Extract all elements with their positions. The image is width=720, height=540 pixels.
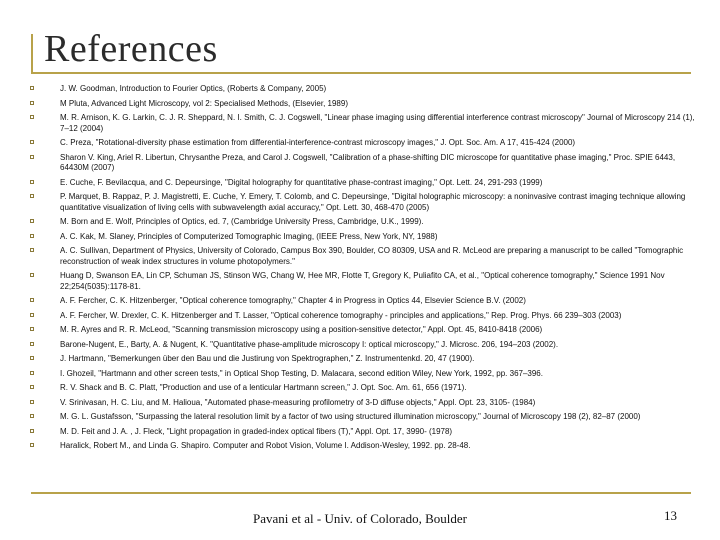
reference-list <box>28 84 696 456</box>
square-bullet-icon <box>30 273 34 277</box>
reference-item <box>28 232 696 243</box>
reference-text: A. F. Fercher, C. K. Hitzenberger, "Optical coherence tomography," Chapter 4 in Progress in Optics 44, Elsevier Science B.V. (2002) <box>60 296 526 305</box>
square-bullet-icon <box>30 219 34 223</box>
square-bullet-icon <box>30 443 34 447</box>
square-bullet-icon <box>30 86 34 90</box>
reference-item <box>28 354 696 365</box>
reference-text: P. Marquet, B. Rappaz, P. J. Magistretti, E. Cuche, Y. Emery, T. Colomb, and C. Depeursinge, "Digital holographic microscopy: a noninvasive contrast imaging technique allowing quantitative visualization of living cells with subwavelength axial accuracy," Opt. Lett. 30, 468-470 (2005) <box>60 192 686 212</box>
reference-text: R. V. Shack and B. C. Platt, "Production and use of a lenticular Hartmann screen," J. Opt. Soc. Am. 61, 656 (1971). <box>60 383 467 392</box>
square-bullet-icon <box>30 155 34 159</box>
reference-item <box>28 113 696 134</box>
reference-item <box>28 340 696 351</box>
reference-item <box>28 441 696 452</box>
square-bullet-icon <box>30 356 34 360</box>
reference-text: M. G. L. Gustafsson, "Surpassing the lateral resolution limit by a factor of two using structured illumination microscopy," Journal of Microscopy 198 (2), 82–87 (2000) <box>60 412 641 421</box>
square-bullet-icon <box>30 140 34 144</box>
reference-text: C. Preza, "Rotational-diversity phase estimation from differential-interference-contrast microscopy images," J. Opt. Soc. Am. A 17, 415-424 (2000) <box>60 138 576 147</box>
reference-item <box>28 246 696 267</box>
title-accent-horizontal-rule <box>31 72 691 74</box>
square-bullet-icon <box>30 298 34 302</box>
reference-item <box>28 84 696 95</box>
reference-text: Huang D, Swanson EA, Lin CP, Schuman JS, Stinson WG, Chang W, Hee MR, Flotte T, Gregory K, Puliafito CA, et al., "Optical coherence tomography," Science 1991 Nov 22;254(5035):1178-81. <box>60 271 665 291</box>
square-bullet-icon <box>30 234 34 238</box>
reference-text: Barone-Nugent, E., Barty, A. & Nugent, K. "Quantitative phase-amplitude microscopy I: optical microscopy," J. Microsc. 206, 194–203 (2002). <box>60 339 559 349</box>
reference-item <box>28 178 696 189</box>
reference-text: M. R. Arnison, K. G. Larkin, C. J. R. Sheppard, N. I. Smith, C. J. Cogswell, "Linear phase imaging using differential interference contrast microscopy" Journal of Microscopy 214 (1), 7–12 (2004) <box>60 113 695 133</box>
square-bullet-icon <box>30 400 34 404</box>
square-bullet-icon <box>30 414 34 418</box>
square-bullet-icon <box>30 180 34 184</box>
reference-item <box>28 311 696 322</box>
square-bullet-icon <box>30 194 34 198</box>
reference-text: Haralick, Robert M., and Linda G. Shapiro. Computer and Robot Vision, Volume I. Addison-Wesley, 1992. pp. 28-48. <box>60 441 471 450</box>
square-bullet-icon <box>30 371 34 375</box>
reference-item <box>28 296 696 307</box>
reference-item <box>28 369 696 380</box>
reference-item <box>28 99 696 110</box>
title-accent-vertical-rule <box>31 34 33 74</box>
reference-text: A. C. Kak, M. Slaney, Principles of Computerized Tomographic Imaging, (IEEE Press, New York, NY, 1988) <box>60 231 438 241</box>
square-bullet-icon <box>30 115 34 119</box>
reference-text: A. C. Sullivan, Department of Physics, University of Colorado, Campus Box 390, Boulder, CO 80309, USA and R. McLeod are preparing a manuscript to be called "Tomographic reconstruction of weak index structures in volume photopolymers." <box>60 246 684 266</box>
reference-text: I. Ghozeil, "Hartmann and other screen tests," in Optical Shop Testing, D. Malacara, second edition Wiley, New York, 1992, pp. 367–396. <box>60 368 543 378</box>
reference-item <box>28 398 696 409</box>
reference-text: M Pluta, Advanced Light Microscopy, vol 2: Specialised Methods, (Elsevier, 1989) <box>60 98 348 108</box>
footer-rule <box>31 492 691 494</box>
reference-item <box>28 217 696 228</box>
square-bullet-icon <box>30 429 34 433</box>
reference-text: J. Hartmann, "Bemerkungen über den Bau und die Justirung von Spektrographen," Z. Instrumentenkd. 20, 47 (1900). <box>60 354 475 363</box>
square-bullet-icon <box>30 101 34 105</box>
reference-item <box>28 412 696 423</box>
square-bullet-icon <box>30 327 34 331</box>
reference-text: V. Srinivasan, H. C. Liu, and M. Halioua, "Automated phase-measuring profilometry of 3-D diffuse objects," Appl. Opt. 23, 3105- (1984) <box>60 397 536 407</box>
reference-item <box>28 427 696 438</box>
reference-item <box>28 325 696 336</box>
reference-text: J. W. Goodman, Introduction to Fourier Optics, (Roberts & Company, 2005) <box>60 84 327 93</box>
reference-text: A. F. Fercher, W. Drexler, C. K. Hitzenberger and T. Lasser, "Optical coherence tomography - principles and applications," Rep. Prog. Phys. 66 239–303 (2003) <box>60 310 622 320</box>
reference-text: M. D. Feit and J. A. , J. Fleck, "Light propagation in graded-index optical fibers (T)," Appl. Opt. 17, 3990- (1978) <box>60 426 453 436</box>
reference-text: E. Cuche, F. Bevilacqua, and C. Depeursinge, "Digital holography for quantitative phase-contrast imaging," Opt. Lett. 24, 291-293 (1999) <box>60 177 543 187</box>
reference-text: M. Born and E. Wolf, Principles of Optics, ed. 7, (Cambridge University Press, Cambridge, U.K., 1999). <box>60 217 424 226</box>
page-title: References <box>44 28 218 70</box>
square-bullet-icon <box>30 248 34 252</box>
slide-footer: Pavani et al - Univ. of Colorado, Boulder <box>253 511 467 526</box>
reference-text: M. R. Ayres and R. R. McLeod, "Scanning transmission microscopy using a position-sensitive detector," Appl. Opt. 45, 8410-8418 (2006) <box>60 325 543 334</box>
reference-item <box>28 192 696 213</box>
square-bullet-icon <box>30 385 34 389</box>
reference-text: Sharon V. King, Ariel R. Libertun, Chrysanthe Preza, and Carol J. Cogswell, "Calibration of a phase-shifting DIC microscope for quantitative phase imaging," Proc. SPIE 6443, 64430M (2007) <box>60 152 676 172</box>
reference-item <box>28 383 696 394</box>
square-bullet-icon <box>30 342 34 346</box>
square-bullet-icon <box>30 313 34 317</box>
reference-item <box>28 153 696 174</box>
reference-item <box>28 271 696 292</box>
page-number: 13 <box>664 508 677 523</box>
reference-item <box>28 138 696 149</box>
